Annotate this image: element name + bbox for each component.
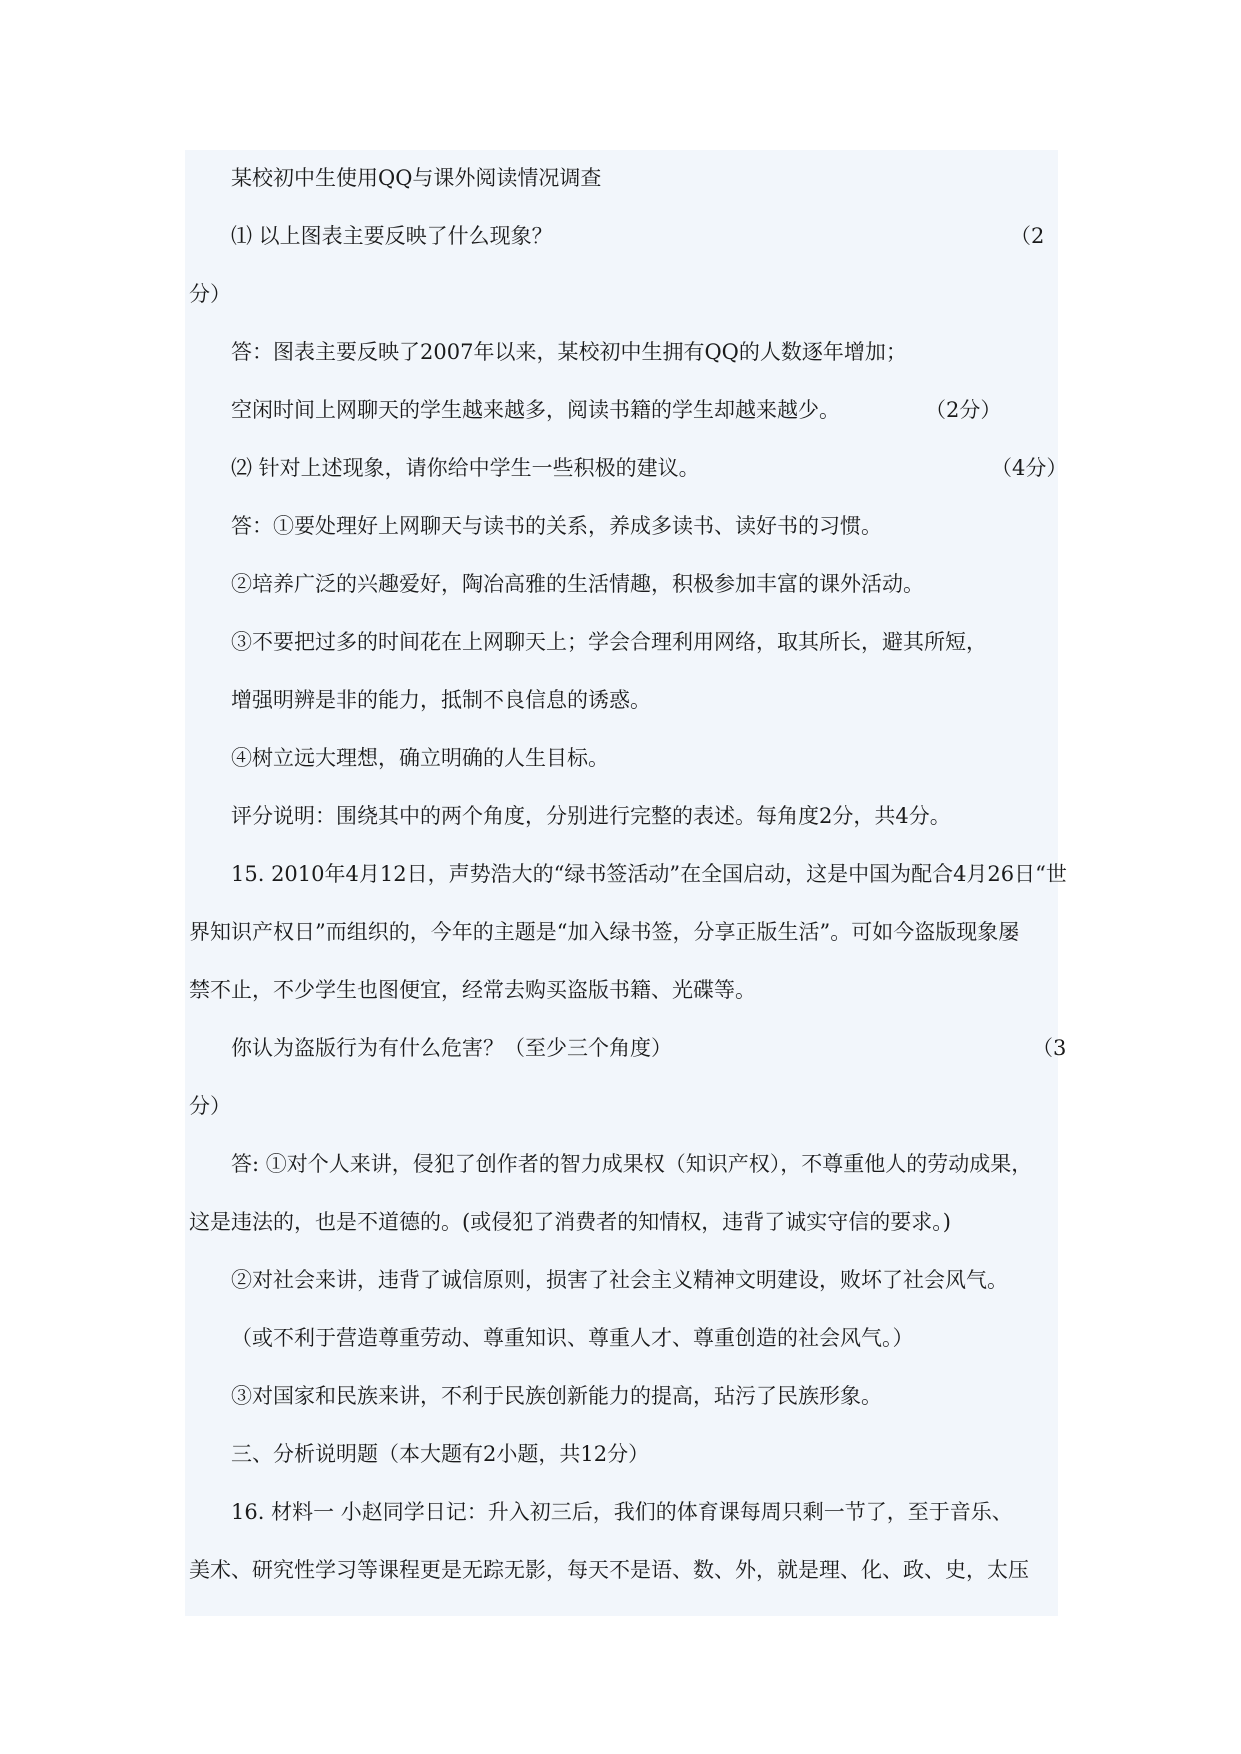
answer-1-score: （2分） (925, 398, 1002, 422)
answer-2-item-3: ③不要把过多的时间花在上网聊天上；学会合理利用网络，取其所长，避其所短， (231, 630, 987, 654)
question-15-line-3: 禁不止，不少学生也图便宜，经常去购买盗版书籍、光碟等。 (189, 978, 756, 1002)
question-15-line-1: 15. 2010年4月12日，声势浩大的“绿书签活动”在全国启动，这是中国为配合4月26日“世 (231, 862, 1067, 886)
document-page (185, 150, 1068, 1616)
question-1-score: （2 (1010, 224, 1045, 248)
question-15-score: （3 (1032, 1036, 1067, 1060)
answer-15-item-2: ②对社会来讲，违背了诚信原则，损害了社会主义精神文明建设，败坏了社会风气。 (231, 1268, 1008, 1292)
answer-15-item-3: ③对国家和民族来讲，不利于民族创新能力的提高，玷污了民族形象。 (231, 1384, 882, 1408)
question-16-line-2: 美术、研究性学习等课程更是无踪无影，每天不是语、数、外，就是理、化、政、史，太压 (189, 1558, 1029, 1582)
scoring-note: 评分说明：围绕其中的两个角度，分别进行完整的表述。每角度2分，共4分。 (231, 804, 951, 828)
answer-1-line-2 (185, 390, 1104, 430)
question-2-text: ⑵ 针对上述现象，请你给中学生一些积极的建议。 (231, 456, 700, 480)
answer-2-item-1: 答：①要处理好上网聊天与读书的关系，养成多读书、读好书的习惯。 (231, 514, 882, 538)
question-15-line-2: 界知识产权日”而组织的，今年的主题是“加入绿书签，分享正版生活”。可如今盗版现象屡 (189, 920, 1020, 944)
question-15-prompt (185, 1028, 1104, 1068)
answer-15-item-2-cont: （或不利于营造尊重劳动、尊重知识、尊重人才、尊重创造的社会风气。） (231, 1326, 914, 1350)
answer-2-item-4: ④树立远大理想，确立明确的人生目标。 (231, 746, 609, 770)
answer-15-item-1: 答: ①对个人来讲，侵犯了创作者的智力成果权（知识产权），不尊重他人的劳动成果， (231, 1152, 1033, 1176)
question-15-score-cont: 分） (189, 1094, 231, 1118)
survey-title: 某校初中生使用QQ与课外阅读情况调查 (231, 166, 602, 190)
answer-2-item-3-cont: 增强明辨是非的能力，抵制不良信息的诱惑。 (231, 688, 651, 712)
question-16-line-1: 16. 材料一 小赵同学日记：升入初三后，我们的体育课每周只剩一节了，至于音乐、 (231, 1500, 1013, 1524)
answer-1-line-2-text: 空闲时间上网聊天的学生越来越多，阅读书籍的学生却越来越少。 (231, 398, 840, 422)
question-2-score: （4分） (991, 456, 1068, 480)
answer-1-line-1: 答：图表主要反映了2007年以来，某校初中生拥有QQ的人数逐年增加； (231, 340, 907, 364)
question-1 (185, 216, 1104, 256)
answer-2-item-2: ②培养广泛的兴趣爱好，陶冶高雅的生活情趣，积极参加丰富的课外活动。 (231, 572, 924, 596)
question-15-prompt-text: 你认为盗版行为有什么危害？（至少三个角度） (231, 1036, 672, 1060)
answer-15-item-1-cont: 这是违法的，也是不道德的。(或侵犯了消费者的知情权，违背了诚实守信的要求。) (189, 1210, 951, 1234)
question-1-text: ⑴ 以上图表主要反映了什么现象？ (231, 224, 553, 248)
question-1-score-cont: 分） (189, 282, 231, 306)
section-3-heading: 三、分析说明题（本大题有2小题，共12分） (231, 1442, 650, 1466)
question-2 (185, 448, 1104, 488)
